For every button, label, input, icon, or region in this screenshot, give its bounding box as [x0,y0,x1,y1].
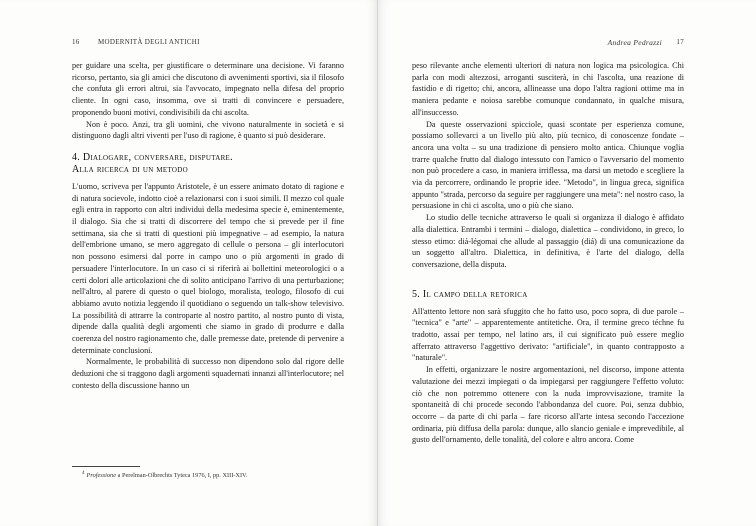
paragraph-text: Da queste osservazioni spicciole, quasi scontate per esperienza comune, possiamo sollevarci a un livello più alto, più tecnico, di conoscenze fondate – ancora una volta – su una tradizione di pensiero molto antica. Chiunque voglia trarre qualche frutto dal dialogo intessuto con l'amico o l'avversario del momento non può procedere a caso, in maniera irriflessa, ma darsi un metodo e scegliere la via da percorrere, ordinando le proprie idee. "Metodo", in lingua greca, significa appunto "strada, percorso da seguire per raggiungere una meta": nel nostro caso, la persuasione in chi ci ascolta, uno o più che siano. [412,119,684,211]
section-heading-line: 4. Dialogare, conversare, disputare. [72,151,233,163]
right-page-number: 17 [676,38,684,46]
footnote-mark: 4 [82,471,85,476]
left-running-head [72,38,344,46]
paragraph [72,181,344,357]
right-page [378,0,756,526]
paragraph-text: Non è poco. Anzi, tra gli uomini, che vivono naturalmente in società e si distinguono dagli altri viventi per l'uso di ragione, è quanto si può desiderare. [72,119,344,141]
paragraph [72,60,344,119]
paragraph-text: L'uomo, scriveva per l'appunto Aristotele, è un essere animato dotato di ragione e di natura socievole, indotto cioè a relazionarsi con i suoi simili. Il mezzo col quale egli entra in rapporto con altri individui della medesima specie è, eminentemente, il dialogo. Sia che si tratti di discorrere del tempo che si prevede per il fine settimana, sia che si tratti di questioni più impegnative – ad esempio, la natura dell'embrione umano, se mero aggregato di cellule o persona – gli interlocutori non possono esimersi dal porre in campo uno o più argomenti in grado di persuadere l'interlocutore. In un caso ci si riferirà ai bollettini meteorologici o a certi dolori alle articolazioni che di solito anticipano l'arrivo di una perturbazione; nell'altro, al parere di questo o quel biologo, moralista, teologo, filosofo di cui abbiamo avuto notizia leggendo il quotidiano o seguendo un talk-show televisivo. La possibilità di attrarre la controparte al nostro partito, al nostro punto di vista, dipende dalla qualità degli argomenti che siamo in grado di produrre e dalla coerenza del nostro ragionamento che, dalle premesse date, pretende di pervenire a determinate conclusioni. [72,181,344,355]
paragraph [412,60,684,119]
section-heading-line: Alla ricerca di un metodo [72,163,188,175]
paragraph [412,119,684,213]
footnote [82,471,344,479]
footnote-rule [72,466,140,467]
right-body-text [412,60,684,446]
left-body-text [72,60,344,392]
paragraph [72,119,344,142]
paragraph [412,364,684,446]
paragraph-text: per guidare una scelta, per giustificare o determinare una decisione. Vi faranno ricorso, pertanto, sia gli amici che discutono di avvenimenti sportivi, sia il filosofo che confuta gli errori altrui, sia l'avvocato, impegnato nella difesa del proprio cliente. In ogni caso, insomma, ove si tratti di convincere e persuadere, proponendo buoni motivi, condivisibili da chi ascolta. [72,61,344,117]
paragraph-text: In effetti, organizzare le nostre argomentazioni, nel discorso, impone attenta valutazione dei mezzi impiegati o da impiegarsi per raggiungere l'effetto voluto: ciò che non potremmo ottenere con la nuda improvvisazione, tramite la spontaneità di chi procede secondo l'abbondanza del cuore. Poi, senza dubbio, occorre – da parte di chi parla – fare ricorso all'arte intesa secondo l'accezione ordinaria, più diffusa della parola: dunque, allo slancio geniale e imprevedibile, al gusto dell'ornamento, delle tonalità, del colore e altro ancora. Come [412,365,684,445]
footnote-text: a Perelman-Olbrechts Tyteca 1976, I, pp. XIII-XIV. [116,472,248,480]
paragraph-text: peso rilevante anche elementi ulteriori di natura non logica ma psicologica. Chi parla con modi altezzosi, arroganti susciterà, in chi l'ascolta, una reazione di fastidio e di rigetto; chi, ancora, allineasse una dopo l'altra ragioni ottime ma in maniera pedante e noiosa sarebbe comunque condannato, in qualche misura, all'insuccesso. [412,61,684,117]
section-heading-4 [72,152,344,176]
left-page-number: 16 [72,38,80,46]
paragraph [412,306,684,365]
paragraph-text: All'attento lettore non sarà sfuggito che ho fatto uso, poco sopra, di due parole – "tecnica" e "arte" – apparentemente antitetiche. Ora, il termine greco téchne fu tradotto, assai per tempo, nel latino ars, il cui significato può essere meglio afferrato attraverso l'aggettivo derivato: "artificiale", in quanto contrapposto a "naturale". [412,306,684,363]
footnote-italic: Professione [86,472,116,480]
right-running-title: Andrea Pedrazzi [607,38,662,47]
paragraph [72,356,344,391]
paragraph-text: Normalmente, le probabilità di successo non dipendono solo dal rigore delle deduzioni che si traggono dagli argomenti squadernati innanzi all'interlocutore; nel contesto della discussione hanno un [72,357,344,390]
paragraph [412,212,684,271]
section-heading-5 [412,289,684,301]
paragraph-text: Lo studio delle tecniche attraverso le quali si organizza il dialogo è affidato alla dialettica. Entrambi i termini – dialogo, dialettica – condividono, in greco, lo stesso etimo: diá-légomai che allude al passaggio (diá) di una comunicazione da un soggetto all'altro. Dialettica, in definitiva, è l'arte del dialogo, della conversazione, della disputa. [412,213,684,269]
left-running-title: MODERNITÀ DEGLI ANTICHI [98,38,200,46]
section-heading-line: 5. Il campo della retorica [412,288,528,300]
